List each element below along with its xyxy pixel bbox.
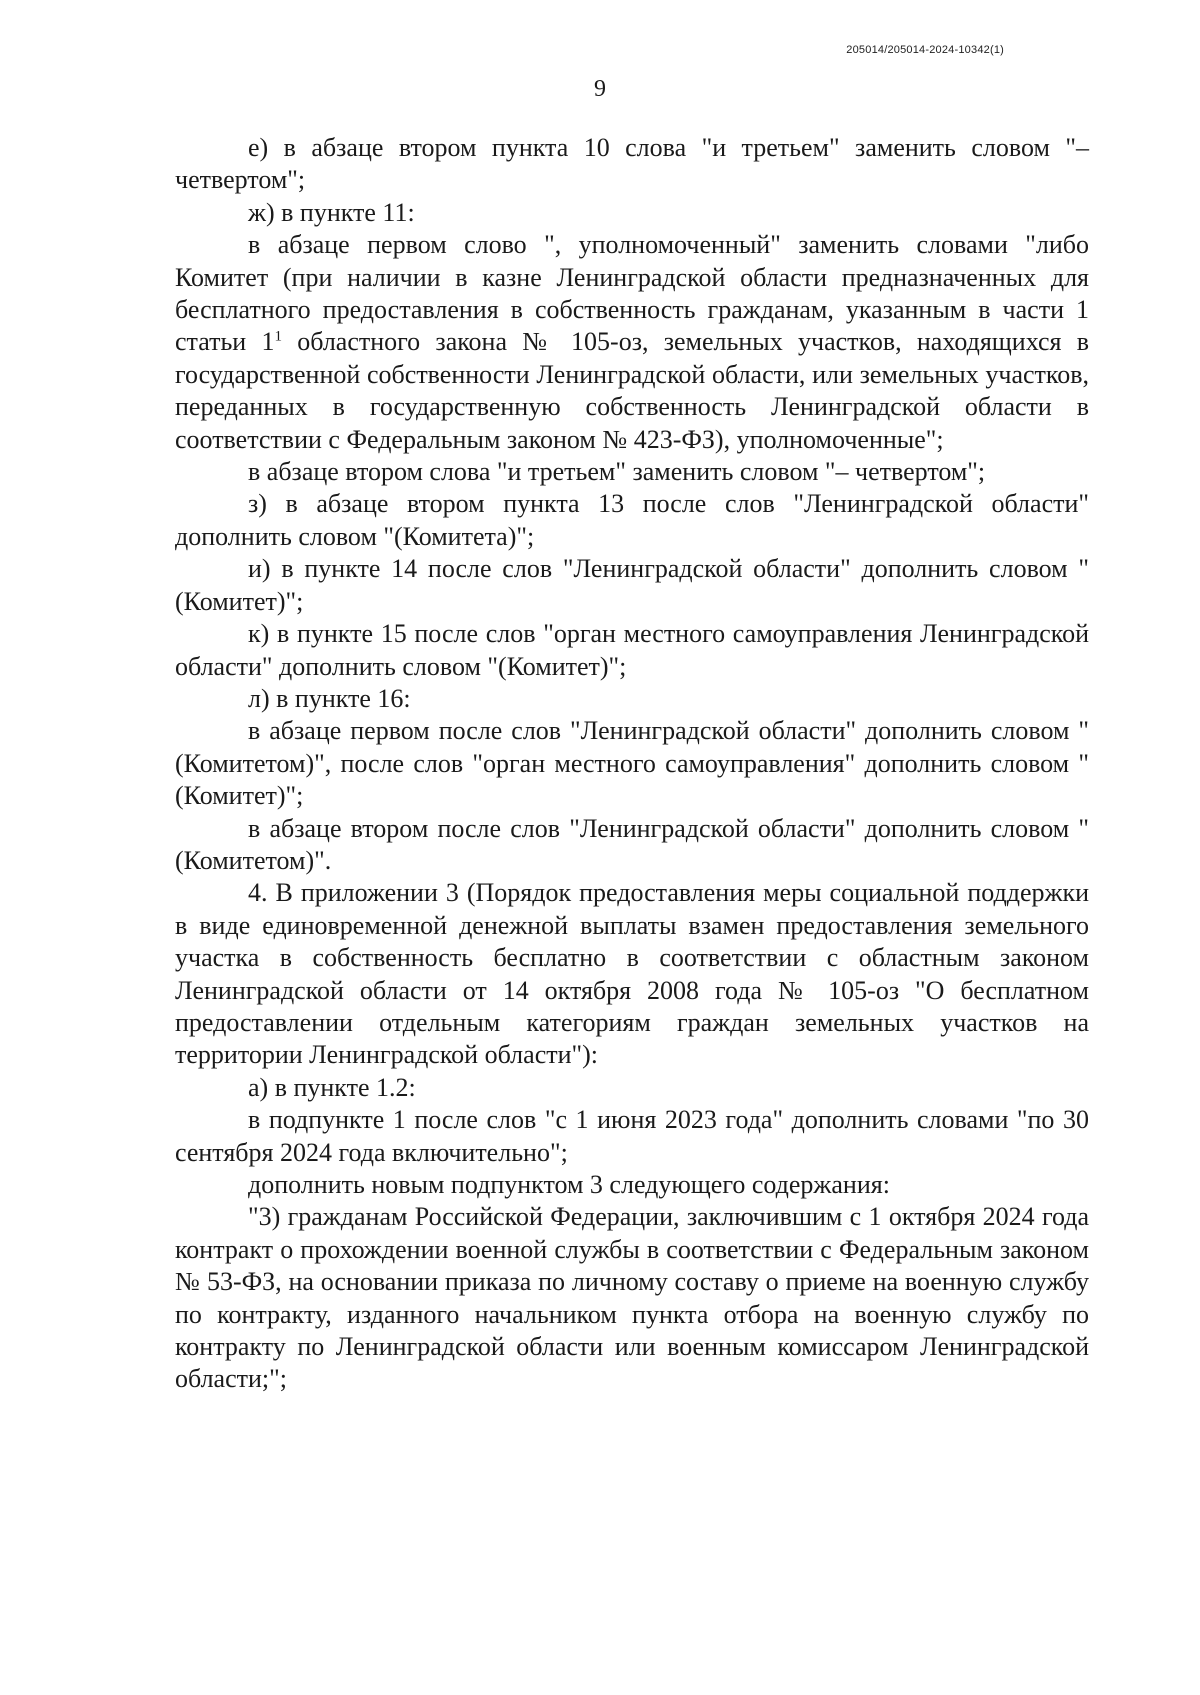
paragraph-z: з) в абзаце втором пункта 13 после слов "Ленинградской области" дополнить словом "(Комитета)"; [175,489,1089,551]
paragraph-zh-first-abzac [175,229,1089,456]
paragraph-l: л) в пункте 16: [248,683,411,713]
document-body [175,132,1089,1396]
paragraph-i: и) в пункте 14 после слов "Ленинградской области" дополнить словом "(Комитет)"; [175,554,1089,616]
paragraph-a-subitem-3-text: "3) гражданам Российской Федерации, заключившим с 1 октября 2024 года контракт о прохождении военной службы в соответствии с Федеральным законом № 53-ФЗ, на основании приказа по личному составу о приеме на военную службу по контракту, изданного начальником пункта отбора на военную службу по контракту по Ленинградской области или военным комиссаром Ленинградской области;"; [175,1202,1089,1394]
paragraph-text-post: областного закона № 105-оз, земельных участков, находящихся в государственной собственности Ленинградской области, или земельных участков, переданных в государственную собственность Ленинградской области в соответствии с Федеральным законом № 423-ФЗ), уполномоченные"; [175,327,1089,454]
paragraph-a-subitem-1: в подпункте 1 после слов "с 1 июня 2023 года" дополнить словами "по 30 сентября 2024 года включительно"; [175,1105,1089,1167]
paragraph-l-first-abzac: в абзаце первом после слов "Ленинградской области" дополнить словом "(Комитетом)", после слов "орган местного самоуправления" дополнить словом "(Комитет)"; [175,716,1089,811]
paragraph-zh-second-abzac: в абзаце втором слова "и третьем" заменить словом "– четвертом"; [248,457,986,487]
paragraph-e: е) в абзаце втором пункта 10 слова "и третьем" заменить словом "– четвертом"; [175,133,1089,195]
document-id: 205014/205014-2024-10342(1) [846,44,1004,56]
paragraph-l-second-abzac: в абзаце втором после слов "Ленинградской области" дополнить словом "(Комитетом)". [175,813,1089,875]
paragraph-text-pre: в абзаце первом слово ", уполномоченный" заменить словами "либо Комитет (при наличии в казне Ленинградской области предназначенных для бесплатного предоставления в собственность гражданам, указанным в части 1 статьи 1 [175,230,1089,357]
paragraph-4: 4. В приложении 3 (Порядок предоставления меры социальной поддержки в виде единовременной денежной выплаты взамен предоставления земельного участка в собственность бесплатно в соответствии с областным законом Ленинградской области от 14 октября 2008 года № 105-оз "О бесплатном предоставлении отдельным категориям граждан земельных участков на территории Ленинградской области"): [175,878,1089,1070]
paragraph-a: а) в пункте 1.2: [248,1072,416,1102]
superscript: 1 [274,328,282,345]
paragraph-k: к) в пункте 15 после слов "орган местного самоуправления Ленинградской области" дополнить словом "(Комитет)"; [175,619,1089,681]
paragraph-zh: ж) в пункте 11: [248,197,415,227]
page-number: 9 [594,76,606,102]
paragraph-a-new-subitem: дополнить новым подпунктом 3 следующего содержания: [248,1170,890,1199]
